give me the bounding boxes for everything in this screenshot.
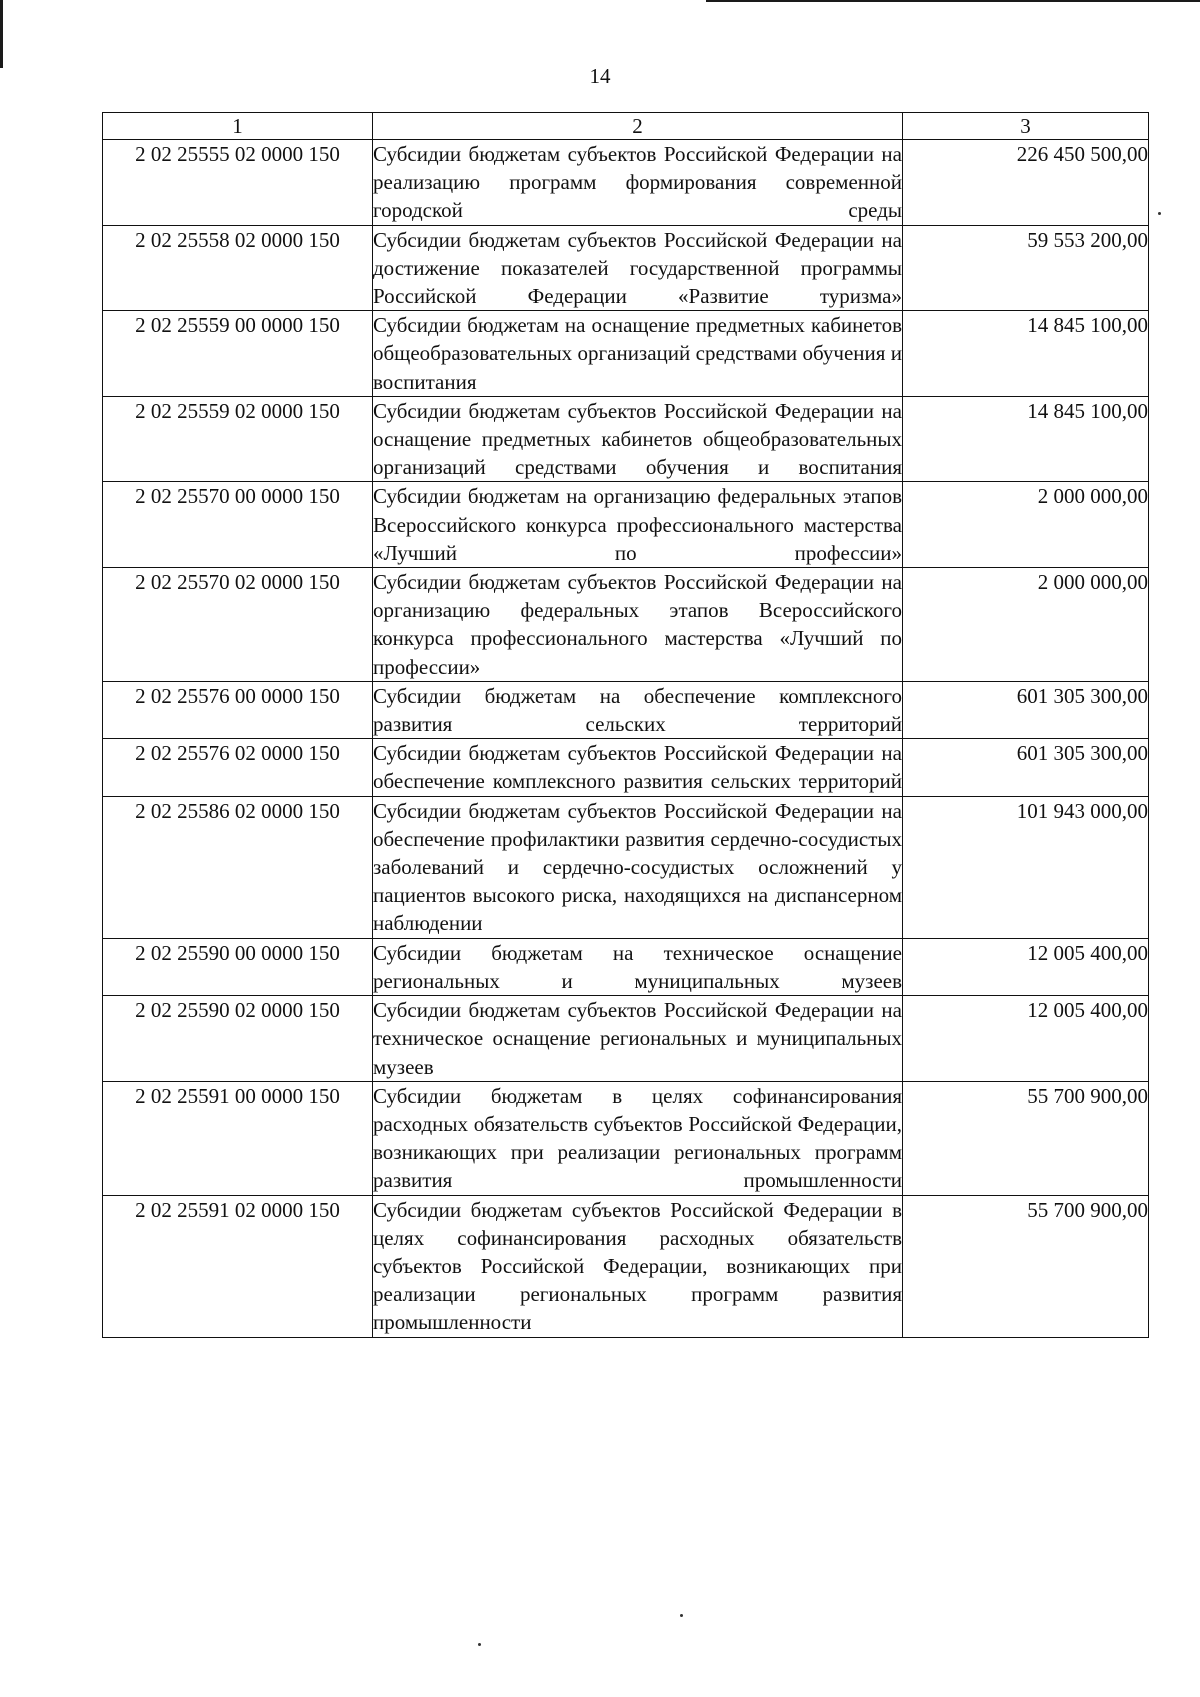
scan-speck (478, 1643, 481, 1646)
table-row (103, 225, 1149, 311)
table-row (103, 1081, 1149, 1195)
row-code: 2 02 25559 02 0000 150 (103, 396, 373, 482)
row-description: Субсидии бюджетам в целях софинансирования расходных обязательств субъектов Российской Федерации, возникающих при реализации региональных программ развития промышленности (373, 1081, 903, 1195)
row-amount: 226 450 500,00 (903, 140, 1149, 226)
scan-speck (680, 1614, 683, 1617)
row-amount: 601 305 300,00 (903, 681, 1149, 738)
row-code: 2 02 25570 00 0000 150 (103, 482, 373, 568)
row-amount: 12 005 400,00 (903, 938, 1149, 995)
row-amount: 2 000 000,00 (903, 568, 1149, 682)
row-description: Субсидии бюджетам субъектов Российской Федерации на обеспечение комплексного развития сельских территорий (373, 739, 903, 796)
table-row (103, 140, 1149, 226)
row-code: 2 02 25590 00 0000 150 (103, 938, 373, 995)
row-code: 2 02 25555 02 0000 150 (103, 140, 373, 226)
row-code: 2 02 25590 02 0000 150 (103, 996, 373, 1082)
row-description: Субсидии бюджетам субъектов Российской Федерации на организацию федеральных этапов Всероссийского конкурса профессионального мастерства «Лучший по профессии» (373, 568, 903, 682)
row-amount: 55 700 900,00 (903, 1081, 1149, 1195)
page-number: 14 (589, 64, 611, 88)
row-code: 2 02 25570 02 0000 150 (103, 568, 373, 682)
row-code: 2 02 25591 02 0000 150 (103, 1195, 373, 1337)
row-description: Субсидии бюджетам на оснащение предметных кабинетов общеобразовательных организаций средствами обучения и воспитания (373, 311, 903, 397)
row-amount: 55 700 900,00 (903, 1195, 1149, 1337)
table-row (103, 938, 1149, 995)
row-amount: 101 943 000,00 (903, 796, 1149, 938)
row-amount: 14 845 100,00 (903, 396, 1149, 482)
row-amount: 601 305 300,00 (903, 739, 1149, 796)
row-code: 2 02 25558 02 0000 150 (103, 225, 373, 311)
row-amount: 14 845 100,00 (903, 311, 1149, 397)
row-code: 2 02 25576 02 0000 150 (103, 739, 373, 796)
table-row (103, 311, 1149, 397)
row-amount: 12 005 400,00 (903, 996, 1149, 1082)
table-row (103, 396, 1149, 482)
scan-edge-top (706, 0, 1200, 2)
row-description: Субсидии бюджетам субъектов Российской Федерации в целях софинансирования расходных обязательств субъектов Российской Федерации, возникающих при реализации региональных программ развития промышленности (373, 1195, 903, 1337)
table-row (103, 568, 1149, 682)
row-code: 2 02 25559 00 0000 150 (103, 311, 373, 397)
row-amount: 2 000 000,00 (903, 482, 1149, 568)
row-description: Субсидии бюджетам на обеспечение комплексного развития сельских территорий (373, 681, 903, 738)
column-header-code: 1 (103, 113, 373, 140)
table-row (103, 482, 1149, 568)
table-row (103, 681, 1149, 738)
table-row (103, 996, 1149, 1082)
row-code: 2 02 25586 02 0000 150 (103, 796, 373, 938)
table-row (103, 1195, 1149, 1337)
scan-speck (1158, 212, 1161, 215)
budget-table (102, 112, 1149, 1338)
row-description: Субсидии бюджетам субъектов Российской Федерации на реализацию программ формирования современной городской среды (373, 140, 903, 226)
scan-edge-left (0, 0, 3, 68)
row-description: Субсидии бюджетам субъектов Российской Федерации на оснащение предметных кабинетов общеобразовательных организаций средствами обучения и воспитания (373, 396, 903, 482)
table-header-row (103, 113, 1149, 140)
row-description: Субсидии бюджетам субъектов Российской Федерации на техническое оснащение региональных и муниципальных музеев (373, 996, 903, 1082)
row-description: Субсидии бюджетам субъектов Российской Федерации на обеспечение профилактики развития сердечно-сосудистых заболеваний и сердечно-сосудистых осложнений у пациентов высокого риска, находящихся на диспансерном наблюдении (373, 796, 903, 938)
row-description: Субсидии бюджетам субъектов Российской Федерации на достижение показателей государственной программы Российской Федерации «Развитие туризма» (373, 225, 903, 311)
row-description: Субсидии бюджетам на техническое оснащение региональных и муниципальных музеев (373, 938, 903, 995)
table-row (103, 739, 1149, 796)
column-header-description: 2 (373, 113, 903, 140)
row-code: 2 02 25576 00 0000 150 (103, 681, 373, 738)
row-code: 2 02 25591 00 0000 150 (103, 1081, 373, 1195)
column-header-amount: 3 (903, 113, 1149, 140)
row-amount: 59 553 200,00 (903, 225, 1149, 311)
table-row (103, 796, 1149, 938)
row-description: Субсидии бюджетам на организацию федеральных этапов Всероссийского конкурса профессионального мастерства «Лучший по профессии» (373, 482, 903, 568)
